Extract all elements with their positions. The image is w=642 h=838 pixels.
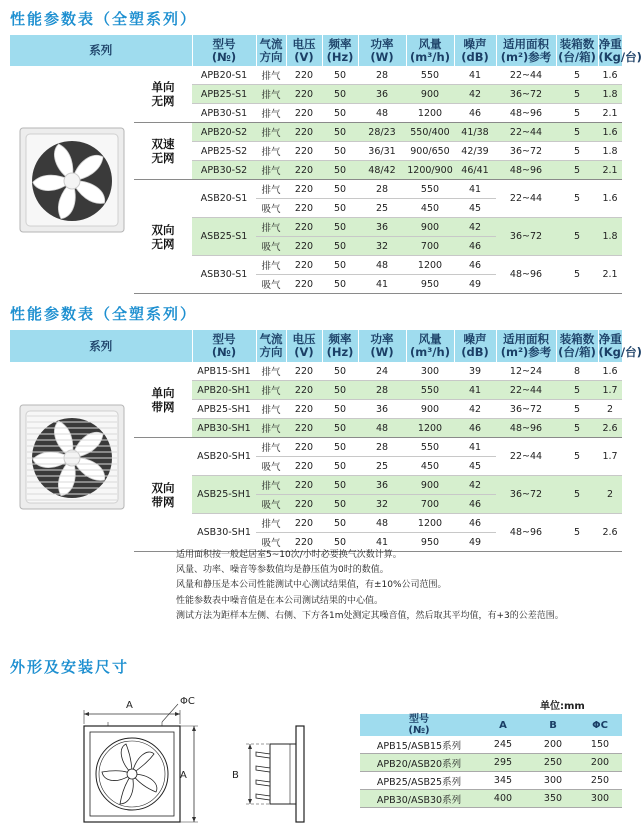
fan-image-cell xyxy=(10,66,134,294)
weight-cell: 1.7 xyxy=(598,381,622,400)
voltage-cell: 220 xyxy=(286,104,322,123)
series-category-label: 双速 无网 xyxy=(134,123,192,180)
per-box-cell: 5 xyxy=(556,180,598,218)
frequency-cell: 50 xyxy=(322,457,358,476)
per-box-cell: 5 xyxy=(556,161,598,180)
fan-image-cell xyxy=(10,362,134,552)
voltage-cell: 220 xyxy=(286,400,322,419)
airflow-cell: 排气 xyxy=(256,400,286,419)
frequency-cell: 50 xyxy=(322,104,358,123)
power-cell: 48/42 xyxy=(358,161,406,180)
dim-c-cell: 150 xyxy=(578,736,622,754)
header-freq: 频率 (Hz) xyxy=(322,35,358,66)
airflow-cell: 排气 xyxy=(256,123,286,142)
table-row xyxy=(360,772,622,790)
weight-cell: 1.8 xyxy=(598,142,622,161)
voltage-cell: 220 xyxy=(286,438,322,457)
series-category-label: 双向 带网 xyxy=(134,438,192,552)
frequency-cell: 50 xyxy=(322,199,358,218)
voltage-cell: 220 xyxy=(286,533,322,552)
power-cell: 41 xyxy=(358,533,406,552)
airflow-volume-cell: 550 xyxy=(406,438,454,457)
area-cell: 12~24 xyxy=(496,362,556,381)
voltage-cell: 220 xyxy=(286,199,322,218)
dim-a-cell: 295 xyxy=(478,754,528,772)
area-cell: 36~72 xyxy=(496,400,556,419)
frequency-cell: 50 xyxy=(322,66,358,85)
dim-b-cell: 300 xyxy=(528,772,578,790)
airflow-volume-cell: 550 xyxy=(406,381,454,400)
model-cell: APB25-S2 xyxy=(192,142,256,161)
voltage-cell: 220 xyxy=(286,275,322,294)
voltage-cell: 220 xyxy=(286,457,322,476)
airflow-volume-cell: 950 xyxy=(406,275,454,294)
weight-cell: 1.6 xyxy=(598,180,622,218)
dim-c-cell: 300 xyxy=(578,790,622,808)
model-cell: ASB30-SH1 xyxy=(192,514,256,552)
frequency-cell: 50 xyxy=(322,161,358,180)
series-category-label: 单向 带网 xyxy=(134,362,192,438)
area-cell: 36~72 xyxy=(496,218,556,256)
weight-cell: 1.6 xyxy=(598,362,622,381)
spec-table-1-body xyxy=(10,66,622,294)
header-per-box: 装箱数 (台/箱) xyxy=(556,35,598,66)
header-voltage: 电压 (V) xyxy=(286,35,322,66)
model-cell: APB25/ASB25系列 xyxy=(360,772,478,790)
model-cell: APB20-S2 xyxy=(192,123,256,142)
airflow-volume-cell: 1200 xyxy=(406,104,454,123)
airflow-cell: 排气 xyxy=(256,438,286,457)
frequency-cell: 50 xyxy=(322,85,358,104)
power-cell: 32 xyxy=(358,495,406,514)
frequency-cell: 50 xyxy=(322,495,358,514)
dim-a-cell: 400 xyxy=(478,790,528,808)
dimension-table xyxy=(360,714,622,808)
per-box-cell: 5 xyxy=(556,123,598,142)
power-cell: 24 xyxy=(358,362,406,381)
table-row xyxy=(360,736,622,754)
voltage-cell: 220 xyxy=(286,419,322,438)
series-category-label: 单向 无网 xyxy=(134,66,192,123)
airflow-volume-cell: 1200 xyxy=(406,514,454,533)
dim-b-label: B xyxy=(232,770,239,781)
airflow-cell: 排气 xyxy=(256,161,286,180)
install-dimension-diagram xyxy=(74,690,344,830)
area-cell: 22~44 xyxy=(496,381,556,400)
model-cell: APB30-S1 xyxy=(192,104,256,123)
voltage-cell: 220 xyxy=(286,495,322,514)
voltage-cell: 220 xyxy=(286,218,322,237)
per-box-cell: 5 xyxy=(556,419,598,438)
airflow-cell: 吸气 xyxy=(256,275,286,294)
frequency-cell: 50 xyxy=(322,476,358,495)
model-cell: APB15-SH1 xyxy=(192,362,256,381)
per-box-cell: 5 xyxy=(556,476,598,514)
power-cell: 28 xyxy=(358,66,406,85)
airflow-volume-cell: 900/650 xyxy=(406,142,454,161)
per-box-cell: 8 xyxy=(556,362,598,381)
airflow-cell: 吸气 xyxy=(256,237,286,256)
noise-cell: 42 xyxy=(454,476,496,495)
airflow-volume-cell: 700 xyxy=(406,237,454,256)
weight-cell: 2 xyxy=(598,476,622,514)
table-row xyxy=(10,66,622,85)
per-box-cell: 5 xyxy=(556,400,598,419)
model-cell: APB20/ASB20系列 xyxy=(360,754,478,772)
power-cell: 28 xyxy=(358,381,406,400)
airflow-cell: 排气 xyxy=(256,104,286,123)
airflow-cell: 排气 xyxy=(256,419,286,438)
voltage-cell: 220 xyxy=(286,142,322,161)
table1-title: 性能参数表（全塑系列） xyxy=(10,10,198,28)
noise-cell: 49 xyxy=(454,533,496,552)
voltage-cell: 220 xyxy=(286,123,322,142)
area-cell: 48~96 xyxy=(496,256,556,294)
airflow-volume-cell: 450 xyxy=(406,457,454,476)
noise-cell: 41/38 xyxy=(454,123,496,142)
header-freq: 频率 (Hz) xyxy=(322,330,358,362)
header-per-box: 装箱数 (台/箱) xyxy=(556,330,598,362)
airflow-volume-cell: 950 xyxy=(406,533,454,552)
frequency-cell: 50 xyxy=(322,438,358,457)
dim-a-side-label: A xyxy=(180,770,187,781)
voltage-cell: 220 xyxy=(286,161,322,180)
weight-cell: 2.6 xyxy=(598,514,622,552)
table2-title: 性能参数表（全塑系列） xyxy=(10,305,198,323)
frequency-cell: 50 xyxy=(322,123,358,142)
airflow-cell: 排气 xyxy=(256,256,286,275)
header-model: 型号 (№) xyxy=(192,330,256,362)
power-cell: 28 xyxy=(358,438,406,457)
frequency-cell: 50 xyxy=(322,142,358,161)
airflow-cell: 吸气 xyxy=(256,457,286,476)
header-voltage: 电压 (V) xyxy=(286,330,322,362)
side-view xyxy=(232,726,304,822)
table-row xyxy=(10,362,622,381)
airflow-cell: 排气 xyxy=(256,180,286,199)
spec-table-2 xyxy=(10,330,642,552)
area-cell: 48~96 xyxy=(496,104,556,123)
model-cell: APB25-SH1 xyxy=(192,400,256,419)
header-model: 型号 (№) xyxy=(192,35,256,66)
area-cell: 22~44 xyxy=(496,66,556,85)
per-box-cell: 5 xyxy=(556,218,598,256)
area-cell: 48~96 xyxy=(496,419,556,438)
frequency-cell: 50 xyxy=(322,256,358,275)
power-cell: 48 xyxy=(358,514,406,533)
frequency-cell: 50 xyxy=(322,400,358,419)
noise-cell: 41 xyxy=(454,381,496,400)
dim-header-model: 型号 (№) xyxy=(360,714,478,736)
weight-cell: 2 xyxy=(598,400,622,419)
noise-cell: 42/39 xyxy=(454,142,496,161)
airflow-volume-cell: 1200 xyxy=(406,419,454,438)
airflow-volume-cell: 900 xyxy=(406,85,454,104)
table-row xyxy=(360,790,622,808)
model-cell: APB30-SH1 xyxy=(192,419,256,438)
per-box-cell: 5 xyxy=(556,381,598,400)
header-weight: 净重 (Kg/台) xyxy=(598,330,622,362)
area-cell: 36~72 xyxy=(496,142,556,161)
area-cell: 22~44 xyxy=(496,123,556,142)
note-line: 风量、功率、噪音等参数值均是静压值为0时的数值。 xyxy=(176,565,389,576)
weight-cell: 2.1 xyxy=(598,104,622,123)
noise-cell: 39 xyxy=(454,362,496,381)
model-cell: APB20-S1 xyxy=(192,66,256,85)
airflow-cell: 排气 xyxy=(256,66,286,85)
header-airflow: 气流 方向 xyxy=(256,35,286,66)
header-volume: 风量 (m³/h) xyxy=(406,330,454,362)
power-cell: 36 xyxy=(358,400,406,419)
airflow-volume-cell: 1200 xyxy=(406,256,454,275)
per-box-cell: 5 xyxy=(556,104,598,123)
voltage-cell: 220 xyxy=(286,381,322,400)
area-cell: 36~72 xyxy=(496,476,556,514)
header-noise: 噪声 (dB) xyxy=(454,330,496,362)
model-cell: APB30/ASB30系列 xyxy=(360,790,478,808)
power-cell: 28/23 xyxy=(358,123,406,142)
power-cell: 36 xyxy=(358,85,406,104)
spec-table-1 xyxy=(10,35,642,294)
airflow-volume-cell: 300 xyxy=(406,362,454,381)
voltage-cell: 220 xyxy=(286,237,322,256)
power-cell: 48 xyxy=(358,256,406,275)
power-cell: 36 xyxy=(358,476,406,495)
note-line: 测试方法为距样本左侧、右侧、下方各1m处测定其噪音值，然后取其平均值，有+3的公差范围。 xyxy=(176,610,564,621)
per-box-cell: 5 xyxy=(556,438,598,476)
per-box-cell: 5 xyxy=(556,256,598,294)
power-cell: 25 xyxy=(358,457,406,476)
per-box-cell: 5 xyxy=(556,514,598,552)
noise-cell: 46/41 xyxy=(454,161,496,180)
noise-cell: 49 xyxy=(454,275,496,294)
power-cell: 32 xyxy=(358,237,406,256)
airflow-cell: 排气 xyxy=(256,476,286,495)
noise-cell: 41 xyxy=(454,180,496,199)
weight-cell: 2.1 xyxy=(598,161,622,180)
header-power: 功率 (W) xyxy=(358,330,406,362)
area-cell: 22~44 xyxy=(496,438,556,476)
noise-cell: 42 xyxy=(454,85,496,104)
unit-label: 单位:mm xyxy=(540,701,585,712)
area-cell: 48~96 xyxy=(496,161,556,180)
voltage-cell: 220 xyxy=(286,362,322,381)
airflow-volume-cell: 900 xyxy=(406,218,454,237)
dim-header-c: ΦC xyxy=(578,714,622,736)
airflow-volume-cell: 900 xyxy=(406,400,454,419)
model-cell: ASB20-SH1 xyxy=(192,438,256,476)
voltage-cell: 220 xyxy=(286,514,322,533)
note-line: 性能参数表中噪音值是在本公司测试结果的中心值。 xyxy=(176,595,384,606)
airflow-cell: 排气 xyxy=(256,381,286,400)
noise-cell: 46 xyxy=(454,514,496,533)
model-cell: APB20-SH1 xyxy=(192,381,256,400)
weight-cell: 2.1 xyxy=(598,256,622,294)
header-series: 系列 xyxy=(10,35,192,66)
airflow-volume-cell: 550 xyxy=(406,180,454,199)
noise-cell: 46 xyxy=(454,237,496,256)
spec-table-2-body xyxy=(10,362,622,552)
airflow-volume-cell: 550/400 xyxy=(406,123,454,142)
power-cell: 28 xyxy=(358,180,406,199)
airflow-volume-cell: 1200/900 xyxy=(406,161,454,180)
noise-cell: 41 xyxy=(454,66,496,85)
header-series: 系列 xyxy=(10,330,192,362)
dim-b-cell: 250 xyxy=(528,754,578,772)
header-power: 功率 (W) xyxy=(358,35,406,66)
dim-b-cell: 200 xyxy=(528,736,578,754)
airflow-volume-cell: 550 xyxy=(406,66,454,85)
airflow-cell: 排气 xyxy=(256,362,286,381)
dim-c-cell: 200 xyxy=(578,754,622,772)
model-cell: APB30-S2 xyxy=(192,161,256,180)
airflow-cell: 排气 xyxy=(256,85,286,104)
model-cell: ASB25-S1 xyxy=(192,218,256,256)
noise-cell: 42 xyxy=(454,218,496,237)
noise-cell: 45 xyxy=(454,199,496,218)
area-cell: 48~96 xyxy=(496,514,556,552)
dim-b-cell: 350 xyxy=(528,790,578,808)
noise-cell: 46 xyxy=(454,495,496,514)
noise-cell: 46 xyxy=(454,256,496,275)
airflow-volume-cell: 700 xyxy=(406,495,454,514)
power-cell: 36 xyxy=(358,218,406,237)
header-area: 适用面积 (m²)参考 xyxy=(496,330,556,362)
front-view xyxy=(84,696,198,822)
frequency-cell: 50 xyxy=(322,237,358,256)
header-weight: 净重 (Kg/台) xyxy=(598,35,622,66)
dim-phi-c-label: ΦC xyxy=(180,696,195,707)
voltage-cell: 220 xyxy=(286,476,322,495)
power-cell: 48 xyxy=(358,104,406,123)
airflow-cell: 吸气 xyxy=(256,533,286,552)
header-area: 适用面积 (m²)参考 xyxy=(496,35,556,66)
power-cell: 48 xyxy=(358,419,406,438)
dim-c-cell: 250 xyxy=(578,772,622,790)
model-cell: ASB20-S1 xyxy=(192,180,256,218)
airflow-volume-cell: 900 xyxy=(406,476,454,495)
power-cell: 25 xyxy=(358,199,406,218)
frequency-cell: 50 xyxy=(322,514,358,533)
power-cell: 36/31 xyxy=(358,142,406,161)
frequency-cell: 50 xyxy=(322,419,358,438)
airflow-volume-cell: 450 xyxy=(406,199,454,218)
airflow-cell: 吸气 xyxy=(256,199,286,218)
dim-a-cell: 345 xyxy=(478,772,528,790)
frequency-cell: 50 xyxy=(322,381,358,400)
dim-header-a: A xyxy=(478,714,528,736)
area-cell: 22~44 xyxy=(496,180,556,218)
area-cell: 36~72 xyxy=(496,85,556,104)
dimensions-title: 外形及安装尺寸 xyxy=(10,658,130,676)
power-cell: 41 xyxy=(358,275,406,294)
model-cell: APB15/ASB15系列 xyxy=(360,736,478,754)
note-line: 风量和静压是本公司性能测试中心测试结果值，有±10%公司范围。 xyxy=(176,580,447,591)
noise-cell: 42 xyxy=(454,400,496,419)
header-volume: 风量 (m³/h) xyxy=(406,35,454,66)
weight-cell: 1.6 xyxy=(598,123,622,142)
voltage-cell: 220 xyxy=(286,256,322,275)
dim-a-top-label: A xyxy=(126,700,133,711)
airflow-cell: 排气 xyxy=(256,218,286,237)
frequency-cell: 50 xyxy=(322,533,358,552)
weight-cell: 1.8 xyxy=(598,218,622,256)
table-row xyxy=(360,754,622,772)
weight-cell: 1.6 xyxy=(598,66,622,85)
frequency-cell: 50 xyxy=(322,180,358,199)
per-box-cell: 5 xyxy=(556,66,598,85)
model-cell: APB25-S1 xyxy=(192,85,256,104)
per-box-cell: 5 xyxy=(556,85,598,104)
voltage-cell: 220 xyxy=(286,180,322,199)
weight-cell: 1.7 xyxy=(598,438,622,476)
noise-cell: 46 xyxy=(454,104,496,123)
dim-a-cell: 245 xyxy=(478,736,528,754)
voltage-cell: 220 xyxy=(286,66,322,85)
frequency-cell: 50 xyxy=(322,218,358,237)
weight-cell: 2.6 xyxy=(598,419,622,438)
header-noise: 噪声 (dB) xyxy=(454,35,496,66)
frequency-cell: 50 xyxy=(322,362,358,381)
frequency-cell: 50 xyxy=(322,275,358,294)
noise-cell: 46 xyxy=(454,419,496,438)
note-line: 适用面积按一般起居室5~10次/小时必要换气次数计算。 xyxy=(176,550,402,560)
dim-header-b: B xyxy=(528,714,578,736)
fan-product-image-no-grille xyxy=(17,125,127,235)
dimension-table-body xyxy=(360,736,622,808)
model-cell: ASB30-S1 xyxy=(192,256,256,294)
airflow-cell: 吸气 xyxy=(256,495,286,514)
airflow-cell: 排气 xyxy=(256,514,286,533)
weight-cell: 1.8 xyxy=(598,85,622,104)
model-cell: ASB25-SH1 xyxy=(192,476,256,514)
series-category-label: 双向 无网 xyxy=(134,180,192,294)
noise-cell: 41 xyxy=(454,438,496,457)
noise-cell: 45 xyxy=(454,457,496,476)
header-airflow: 气流 方向 xyxy=(256,330,286,362)
airflow-cell: 排气 xyxy=(256,142,286,161)
voltage-cell: 220 xyxy=(286,85,322,104)
notes xyxy=(176,548,564,624)
fan-product-image-with-grille xyxy=(17,402,127,512)
per-box-cell: 5 xyxy=(556,142,598,161)
